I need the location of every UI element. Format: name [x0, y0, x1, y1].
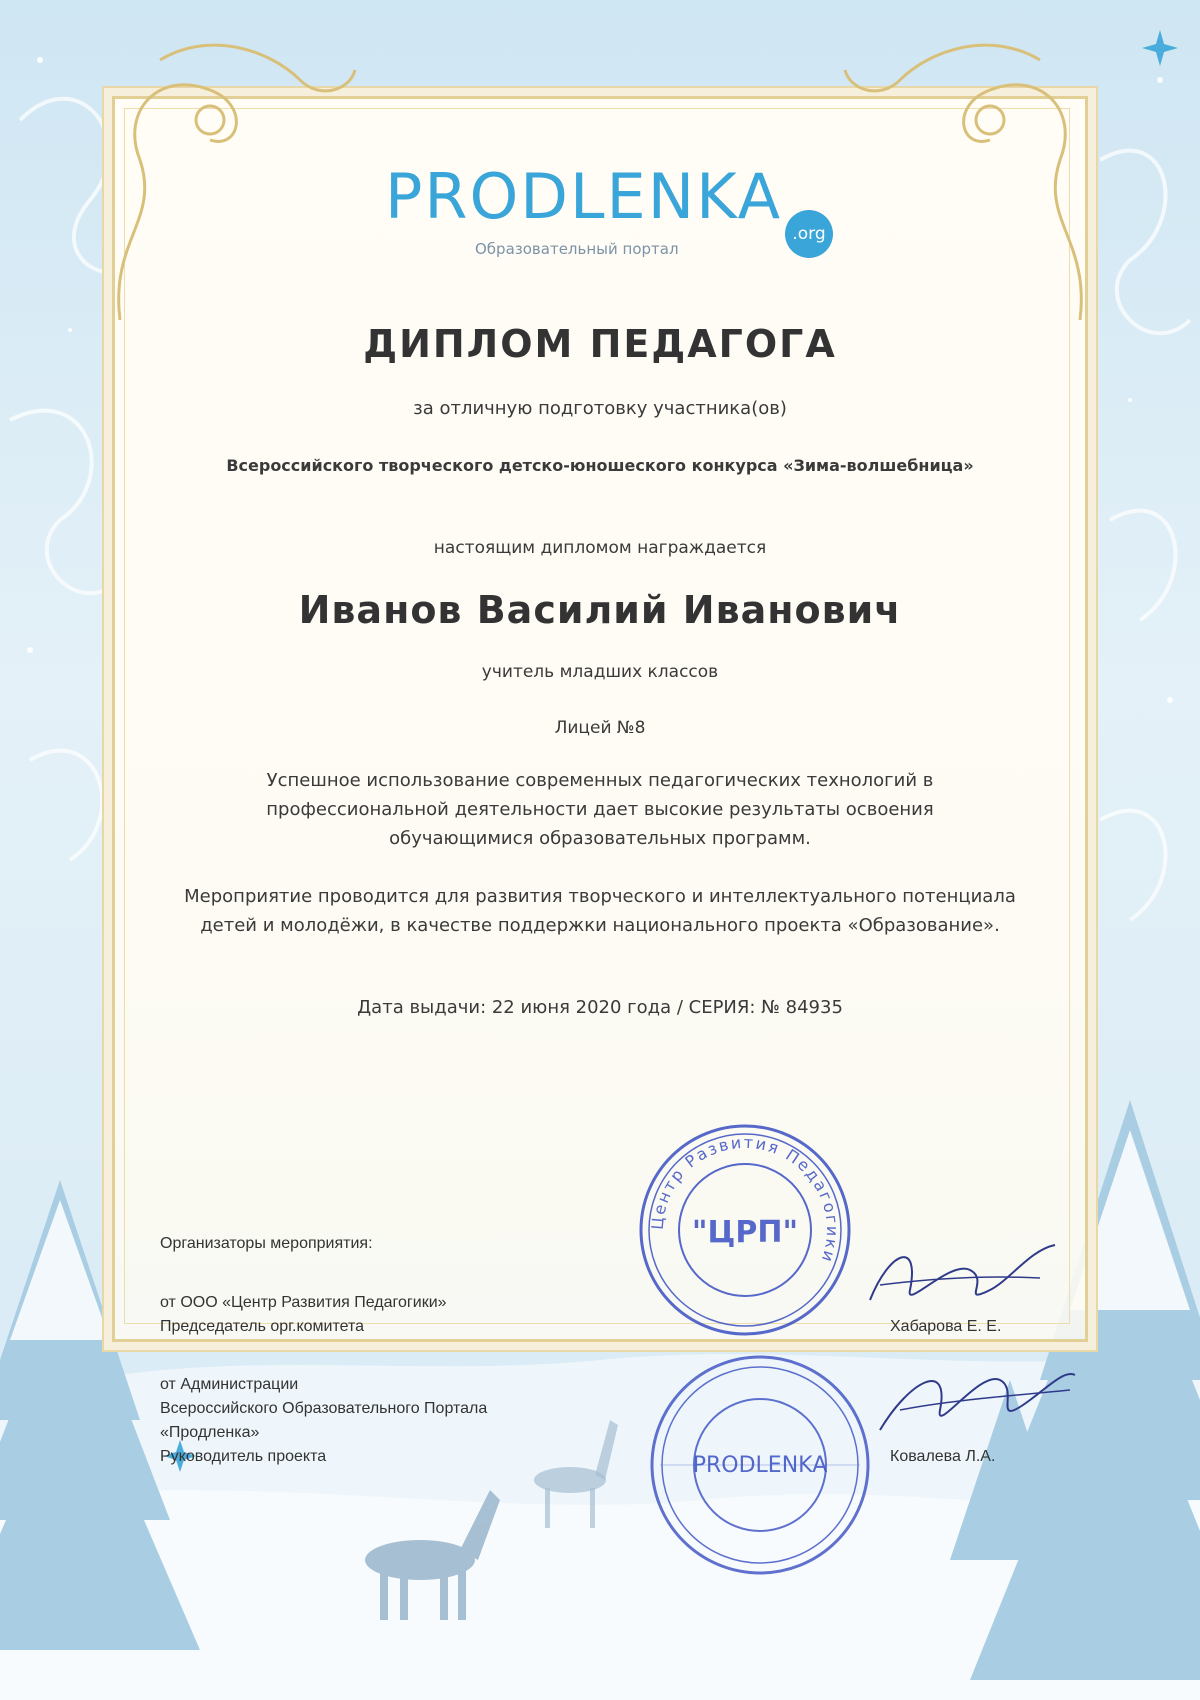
org2-line2: Всероссийского Образовательного Портала — [160, 1400, 488, 1417]
prodlenka-stamp — [645, 1350, 875, 1580]
org1-line1: от ООО «Центр Развития Педагогики» — [160, 1294, 447, 1311]
org2-line3: «Продленка» — [160, 1424, 260, 1441]
recipient-position: учитель младших классов — [481, 662, 719, 682]
org1-line2: Председатель орг.комитета — [160, 1318, 365, 1335]
prodlenka-logo — [385, 160, 835, 270]
contest-name: Всероссийского творческого детско-юношеского конкурса «Зима-волшебница» — [226, 456, 974, 475]
recipient-school: Лицей №8 — [554, 718, 646, 738]
diploma-subtitle: за отличную подготовку участника(ов) — [413, 398, 787, 419]
gold-ornament-top-right — [840, 20, 1100, 340]
issue-date-series: Дата выдачи: 22 июня 2020 года / СЕРИЯ: № 84935 — [357, 997, 843, 1018]
prodlenka-stamp-center: PRODLENKA — [692, 1453, 828, 1478]
org2-line4: Руководитель проекта — [160, 1448, 327, 1465]
crp-stamp-ring-text: Центр Развития Педагогики — [647, 1132, 843, 1267]
recipient-name: Иванов Василий Иванович — [298, 588, 902, 632]
achievement-paragraph: Успешное использование современных педагогических технологий в профессиональной деятельности дает высокие результаты освоения обучающимися образовательных программ. — [266, 770, 934, 849]
logo-domain-badge — [785, 210, 833, 258]
signature-khabarova — [860, 1230, 1060, 1320]
org2-line1: от Администрации — [160, 1376, 299, 1393]
diploma-title: ДИПЛОМ ПЕДАГОГА — [363, 322, 837, 366]
logo-tagline: Образовательный портал — [475, 240, 679, 258]
event-purpose-paragraph: Мероприятие проводится для развития творческого и интеллектуального потенциала детей и молодёжи, в качестве поддержки национального проекта «Образование». — [184, 886, 1016, 936]
signature-kovaleva — [870, 1350, 1080, 1450]
awarded-text: настоящим дипломом награждается — [433, 538, 767, 558]
gold-ornament-top-left — [100, 20, 360, 340]
signer-kovaleva: Ковалева Л.А. — [890, 1448, 996, 1465]
crp-stamp-center: "ЦРП" — [691, 1215, 799, 1250]
organizers-heading: Организаторы мероприятия: — [160, 1235, 373, 1252]
logo-brand: PRODLENKA — [385, 160, 783, 233]
crp-stamp — [635, 1120, 855, 1340]
signer-khabarova: Хабарова Е. Е. — [890, 1318, 1002, 1335]
logo-domain: .org — [792, 224, 826, 244]
